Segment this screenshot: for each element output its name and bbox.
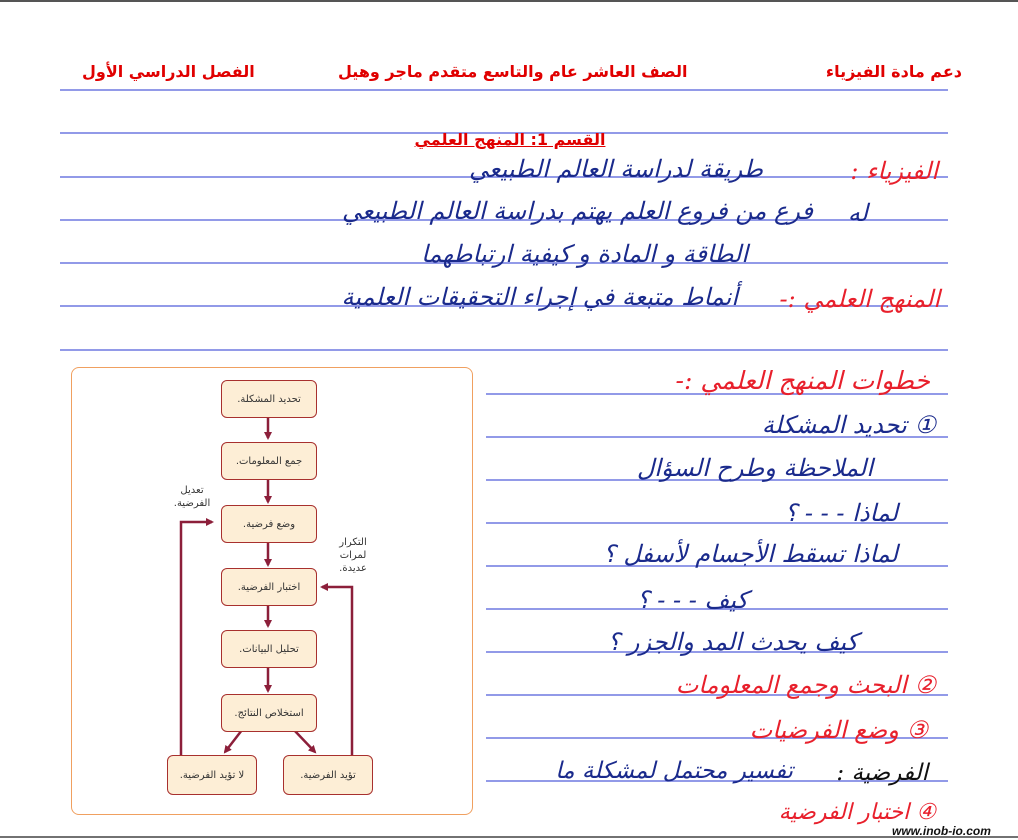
hypothesis-definition: تفسير محتمل لمشكلة ما [555,758,793,784]
label-repeat-many-times: التكرار لمرات عديدة. [339,537,367,574]
flow-box-support: تؤيد الفرضية. [283,755,373,795]
physics-term: الفيزياء : [850,157,938,185]
scientific-method-definition: أنماط متبعة في إجراء التحقيقات العلمية [341,283,738,311]
header-semester: الفصل الدراسي الأول [82,62,255,81]
footer-url: www.inob-io.com [892,824,991,838]
scientific-method-flowchart [71,367,473,815]
flow-box-test-hypothesis: اختبار الفرضية. [221,568,317,606]
step-1-observation: الملاحظة وطرح السؤال [636,454,873,482]
flow-box-form-hypothesis: وضع فرضية. [221,505,317,543]
flow-box-analyze-data: تحليل البيانات. [221,630,317,668]
hypothesis-label: الفرضية : [836,760,928,786]
how-example: كيف يحدث المد والجزر ؟ [607,628,858,656]
section-title: القسم 1: المنهج العلمي [414,130,606,149]
why-example: لماذا تسقط الأجسام لأسفل ؟ [602,540,898,568]
scientific-method-term: المنهج العلمي :- [779,285,940,313]
step-1: ① تحديد المشكلة [761,411,936,439]
flow-box-gather-information: جمع المعلومات. [221,442,317,480]
physics-definition-1: طريقة لدراسة العالم الطبيعي [469,155,763,183]
label-modify-hypothesis: تعديل الفرضية. [173,485,211,509]
flow-box-not-support: لا تؤيد الفرضية. [167,755,257,795]
step-4: ④ اختبار الفرضية [778,800,936,825]
how-blank: كيف - - - ؟ [636,586,748,614]
step-3: ③ وضع الفرضيات [749,716,928,744]
header-grade: الصف العاشر عام والتاسع متقدم ماجر وهيل [338,62,688,81]
header-subject: دعم مادة الفيزياء [825,62,962,81]
flow-box-draw-conclusions: استخلاص النتائج. [221,694,317,732]
steps-heading: خطوات المنهج العلمي :- [675,366,930,395]
step-2: ② البحث وجمع المعلومات [675,671,936,699]
flow-box-identify-problem: تحديد المشكلة. [221,380,317,418]
physics-definition-3: الطاقة و المادة و كيفية ارتباطهما [421,240,748,268]
physics-prefix: له [847,199,868,227]
why-blank: لماذا - - - ؟ [784,499,898,527]
physics-definition-2: فرع من فروع العلم يهتم بدراسة العالم الطبيعي [341,197,813,225]
